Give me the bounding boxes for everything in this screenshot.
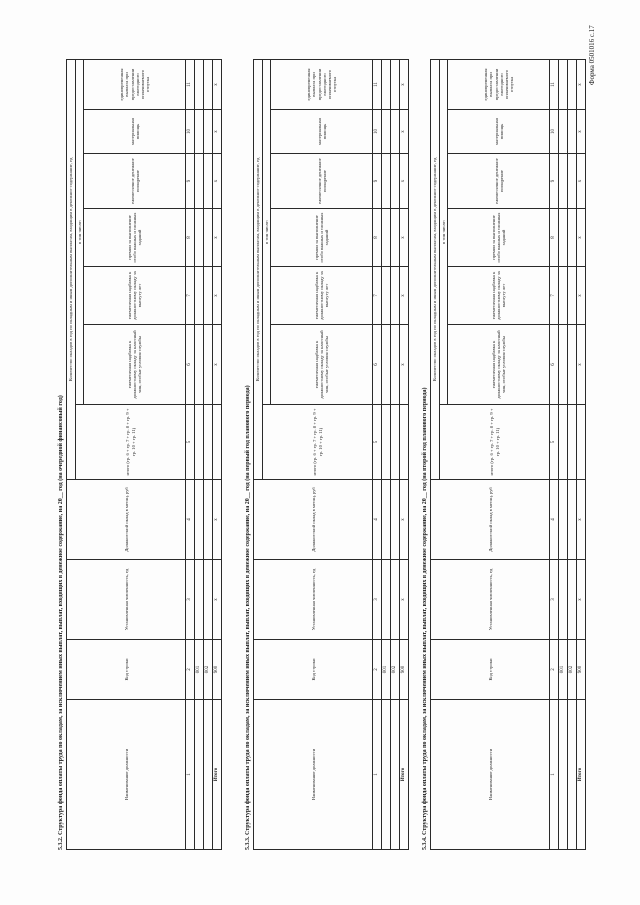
col-header-position: Наименование должности xyxy=(431,700,550,850)
cell-value[interactable] xyxy=(576,405,585,480)
col-header-8: премии за выполнение особо важных и сложных заданий xyxy=(271,209,373,267)
section-table xyxy=(430,59,586,850)
col-header-9: ежемесячное денежное поощрение xyxy=(271,154,373,209)
col-header-in-that: в том числе: xyxy=(440,59,448,404)
cell-value[interactable] xyxy=(195,59,204,109)
col-header-group: Количество окладов в год по окладным и иным дополнительным выплатам, входящим в денежное содержание, ед xyxy=(431,59,440,479)
cell-position[interactable] xyxy=(568,700,577,850)
table-row xyxy=(195,59,204,849)
cell-value[interactable] xyxy=(559,325,568,405)
cell-value[interactable] xyxy=(195,209,204,267)
cell-x-mark: x xyxy=(576,267,585,325)
col-num: 3 xyxy=(373,560,382,640)
cell-x-mark: x xyxy=(576,480,585,560)
col-header-total: итого (гр. 6 + гр. 7 + гр. 8 + гр. 9 + гр. 10 + гр. 11) xyxy=(263,405,373,480)
cell-x-mark: x xyxy=(212,560,221,640)
cell-x-mark: x xyxy=(212,209,221,267)
col-num: 5 xyxy=(373,405,382,480)
col-num: 4 xyxy=(550,480,559,560)
col-header-7: ежемесячная надбавка к должностному окладу за выслугу лет xyxy=(84,267,186,325)
cell-x-mark: x xyxy=(212,267,221,325)
section-table xyxy=(66,59,222,850)
col-header-7: ежемесячная надбавка к должностному окладу за выслугу лет xyxy=(271,267,373,325)
cell-x-mark: x xyxy=(399,325,408,405)
cell-value[interactable] xyxy=(382,325,391,405)
section-table xyxy=(253,59,409,850)
cell-position[interactable] xyxy=(195,700,204,850)
cell-value[interactable] xyxy=(195,480,204,560)
cell-value[interactable] xyxy=(568,405,577,480)
cell-value[interactable] xyxy=(212,405,221,480)
table-row xyxy=(204,59,213,849)
col-header-10: материальная помощь xyxy=(448,110,550,154)
cell-position[interactable] xyxy=(391,700,400,850)
cell-value[interactable] xyxy=(391,110,400,154)
table-row xyxy=(559,59,568,849)
col-num: 6 xyxy=(550,325,559,405)
col-header-salary: Должностной оклад в месяц, руб xyxy=(431,480,550,560)
cell-position[interactable] xyxy=(382,700,391,850)
cell-x-mark: x xyxy=(399,154,408,209)
cell-value[interactable] xyxy=(204,110,213,154)
cell-x-mark: x xyxy=(212,110,221,154)
table-row xyxy=(568,59,577,849)
col-num: 1 xyxy=(186,700,195,850)
total-label: Итого xyxy=(212,700,221,850)
total-code: 900 xyxy=(212,640,221,700)
col-header-11: единовременная выплата при предоставлении ежегодного оплачиваемого отпуска xyxy=(448,59,550,109)
cell-value[interactable] xyxy=(568,480,577,560)
cell-x-mark: x xyxy=(212,154,221,209)
cell-x-mark: x xyxy=(399,209,408,267)
cell-value[interactable] xyxy=(195,405,204,480)
col-header-8: премии за выполнение особо важных и сложных заданий xyxy=(84,209,186,267)
col-num: 8 xyxy=(550,209,559,267)
table-row xyxy=(382,59,391,849)
cell-value[interactable] xyxy=(382,480,391,560)
col-header-row-code: Код строки xyxy=(254,640,373,700)
col-num: 3 xyxy=(186,560,195,640)
col-num: 1 xyxy=(373,700,382,850)
cell-x-mark: x xyxy=(576,325,585,405)
cell-x-mark: x xyxy=(576,110,585,154)
cell-value[interactable] xyxy=(568,59,577,109)
cell-value[interactable] xyxy=(204,267,213,325)
col-num: 3 xyxy=(550,560,559,640)
cell-value[interactable] xyxy=(195,267,204,325)
cell-value[interactable] xyxy=(559,480,568,560)
cell-value[interactable] xyxy=(568,267,577,325)
cell-value[interactable] xyxy=(391,59,400,109)
col-header-9: ежемесячное денежное поощрение xyxy=(84,154,186,209)
col-header-total: итого (гр. 6 + гр. 7 + гр. 8 + гр. 9 + гр. 10 + гр. 11) xyxy=(440,405,550,480)
cell-value[interactable] xyxy=(391,405,400,480)
col-header-11: единовременная выплата при предоставлении ежегодного оплачиваемого отпуска xyxy=(271,59,373,109)
col-num: 11 xyxy=(186,59,195,109)
column-number-row xyxy=(550,59,559,849)
col-header-row-code: Код строки xyxy=(67,640,186,700)
cell-x-mark: x xyxy=(399,110,408,154)
col-header-6: ежемесячная надбавка к должностному окладу за классный чин, особые условия службы xyxy=(448,325,550,405)
cell-value[interactable] xyxy=(559,154,568,209)
col-header-9: ежемесячное денежное поощрение xyxy=(448,154,550,209)
col-num: 2 xyxy=(373,640,382,700)
col-num: 6 xyxy=(186,325,195,405)
col-header-position: Наименование должности xyxy=(67,700,186,850)
col-num: 9 xyxy=(550,154,559,209)
col-num: 9 xyxy=(186,154,195,209)
cell-value[interactable] xyxy=(204,480,213,560)
cell-x-mark: x xyxy=(399,560,408,640)
cell-value[interactable] xyxy=(204,560,213,640)
cell-value[interactable] xyxy=(559,110,568,154)
col-header-in-that: в том числе: xyxy=(263,59,271,404)
cell-value[interactable] xyxy=(204,209,213,267)
total-row xyxy=(576,59,585,849)
cell-x-mark: x xyxy=(399,480,408,560)
cell-value[interactable] xyxy=(382,405,391,480)
col-num: 11 xyxy=(550,59,559,109)
cell-value[interactable] xyxy=(204,59,213,109)
cell-value[interactable] xyxy=(391,209,400,267)
col-num: 4 xyxy=(186,480,195,560)
col-header-row-code: Код строки xyxy=(431,640,550,700)
col-header-10: материальная помощь xyxy=(84,110,186,154)
col-num: 11 xyxy=(373,59,382,109)
total-row xyxy=(212,59,221,849)
col-header-total: итого (гр. 6 + гр. 7 + гр. 8 + гр. 9 + гр. 10 + гр. 11) xyxy=(76,405,186,480)
cell-position[interactable] xyxy=(204,700,213,850)
col-num: 7 xyxy=(373,267,382,325)
col-num: 9 xyxy=(373,154,382,209)
cell-value[interactable] xyxy=(382,267,391,325)
total-code: 900 xyxy=(399,640,408,700)
cell-value[interactable] xyxy=(559,267,568,325)
cell-value[interactable] xyxy=(382,209,391,267)
col-header-group: Количество окладов в год по окладным и иным дополнительным выплатам, входящим в денежное содержание, ед xyxy=(67,59,76,479)
cell-value[interactable] xyxy=(195,154,204,209)
col-num: 7 xyxy=(550,267,559,325)
col-header-position: Наименование должности xyxy=(254,700,373,850)
cell-value[interactable] xyxy=(382,560,391,640)
cell-x-mark: x xyxy=(576,154,585,209)
cell-x-mark: x xyxy=(212,59,221,109)
col-num: 10 xyxy=(373,110,382,154)
cell-value[interactable] xyxy=(391,267,400,325)
col-header-headcount: Установленная численность, ед xyxy=(67,560,186,640)
col-num: 7 xyxy=(186,267,195,325)
cell-value[interactable] xyxy=(559,560,568,640)
col-header-11: единовременная выплата при предоставлении ежегодного оплачиваемого отпуска xyxy=(84,59,186,109)
cell-value[interactable] xyxy=(391,560,400,640)
col-header-6: ежемесячная надбавка к должностному окладу за классный чин, особые условия службы xyxy=(84,325,186,405)
cell-position[interactable] xyxy=(559,700,568,850)
col-header-salary: Должностной оклад в месяц, руб xyxy=(67,480,186,560)
col-num: 10 xyxy=(550,110,559,154)
total-code: 900 xyxy=(576,640,585,700)
col-num: 2 xyxy=(186,640,195,700)
cell-x-mark: x xyxy=(576,209,585,267)
cell-value[interactable] xyxy=(391,480,400,560)
cell-x-mark: x xyxy=(212,480,221,560)
cell-value[interactable] xyxy=(195,560,204,640)
col-num: 8 xyxy=(186,209,195,267)
col-header-10: материальная помощь xyxy=(271,110,373,154)
column-number-row xyxy=(186,59,195,849)
section-title: 5.3.2. Структура фонда оплаты труда по окладам, за исключением иных выплат, выплат, входящих в денежное содержание, на 20__ год (на очередной финансовый год) xyxy=(58,395,64,850)
cell-value[interactable] xyxy=(568,110,577,154)
col-num: 8 xyxy=(373,209,382,267)
cell-x-mark: x xyxy=(576,560,585,640)
col-header-in-that: в том числе: xyxy=(76,59,84,404)
cell-value[interactable] xyxy=(382,110,391,154)
col-header-salary: Должностной оклад в месяц, руб xyxy=(254,480,373,560)
cell-value[interactable] xyxy=(391,154,400,209)
cell-value[interactable] xyxy=(195,325,204,405)
total-row xyxy=(399,59,408,849)
cell-row-code: 002 xyxy=(391,640,400,700)
col-num: 2 xyxy=(550,640,559,700)
cell-value[interactable] xyxy=(568,154,577,209)
cell-value[interactable] xyxy=(204,325,213,405)
cell-value[interactable] xyxy=(382,154,391,209)
col-header-headcount: Установленная численность, ед xyxy=(254,560,373,640)
cell-value[interactable] xyxy=(559,405,568,480)
cell-x-mark: x xyxy=(399,59,408,109)
total-label: Итого xyxy=(399,700,408,850)
cell-value[interactable] xyxy=(204,405,213,480)
section-title: 5.3.4. Структура фонда оплаты труда по окладам, за исключением иных выплат, выплат, входящих в денежное содержание, на 20__ год (на второй год планового периода) xyxy=(422,387,428,850)
table-row xyxy=(391,59,400,849)
total-label: Итого xyxy=(576,700,585,850)
cell-row-code: 002 xyxy=(204,640,213,700)
col-header-6: ежемесячная надбавка к должностному окладу за классный чин, особые условия службы xyxy=(271,325,373,405)
cell-value[interactable] xyxy=(382,59,391,109)
col-num: 6 xyxy=(373,325,382,405)
col-header-8: премии за выполнение особо важных и сложных заданий xyxy=(448,209,550,267)
cell-value[interactable] xyxy=(204,154,213,209)
section-title: 5.3.3. Структура фонда оплаты труда по окладам, за исключением иных выплат, выплат, входящих в денежное содержание, на 20__ год (на первый год планового периода) xyxy=(245,385,251,850)
cell-x-mark: x xyxy=(576,59,585,109)
cell-row-code: 001 xyxy=(382,640,391,700)
col-header-group: Количество окладов в год по окладным и иным дополнительным выплатам, входящим в денежное содержание, ед xyxy=(254,59,263,479)
col-num: 5 xyxy=(550,405,559,480)
col-num: 4 xyxy=(373,480,382,560)
col-num: 1 xyxy=(550,700,559,850)
cell-row-code: 001 xyxy=(195,640,204,700)
cell-value[interactable] xyxy=(391,325,400,405)
cell-value[interactable] xyxy=(559,59,568,109)
cell-value[interactable] xyxy=(568,209,577,267)
col-num: 5 xyxy=(186,405,195,480)
cell-x-mark: x xyxy=(212,325,221,405)
cell-value[interactable] xyxy=(568,560,577,640)
cell-x-mark: x xyxy=(399,267,408,325)
col-header-7: ежемесячная надбавка к должностному окладу за выслугу лет xyxy=(448,267,550,325)
cell-row-code: 001 xyxy=(559,640,568,700)
cell-row-code: 002 xyxy=(568,640,577,700)
cell-value[interactable] xyxy=(399,405,408,480)
col-header-headcount: Установленная численность, ед xyxy=(431,560,550,640)
column-number-row xyxy=(373,59,382,849)
col-num: 10 xyxy=(186,110,195,154)
cell-value[interactable] xyxy=(559,209,568,267)
cell-value[interactable] xyxy=(195,110,204,154)
form-code: Форма 0501016 с.17 xyxy=(588,25,596,85)
cell-value[interactable] xyxy=(568,325,577,405)
